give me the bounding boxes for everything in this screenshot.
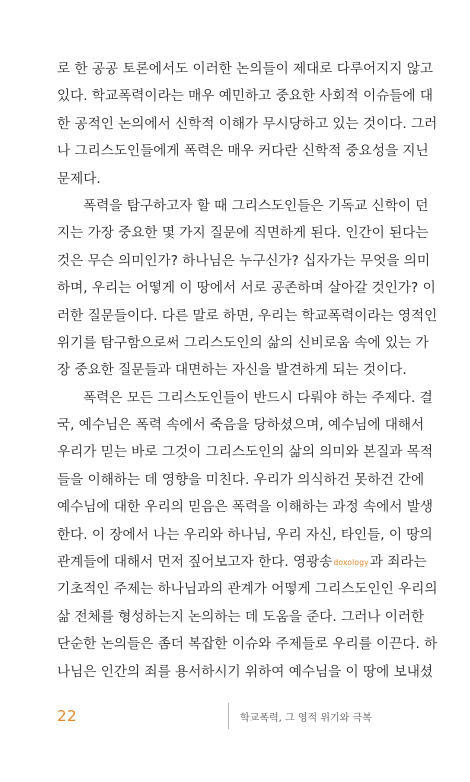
paragraph-2 (57, 193, 438, 385)
text-line: 지는 가장 중요한 몇 가지 질문에 직면하게 된다. 인간이 된다는 (57, 225, 429, 242)
text-line: 폭력을 탐구하고자 할 때 그리스도인들은 기독교 신학이 던 (83, 197, 429, 214)
body-text (57, 56, 438, 686)
text-line: 문제다. (57, 170, 101, 187)
text-line: 삶 전체를 형성하는지 논의하는 데 도움을 준다. 그러나 이러한 (57, 608, 425, 625)
page-footer (0, 703, 470, 743)
text-line: 있다. 학교폭력이라는 매우 예민하고 중요한 사회적 이슈들에 대 (57, 88, 433, 105)
footer-divider (228, 703, 229, 729)
text-line: 국, 예수님은 폭력 속에서 죽음을 당하셨으며, 예수님에 대해서 (57, 417, 425, 434)
text-line: 나님은 인간의 죄를 용서하시기 위하여 예수님을 이 땅에 보내셨 (57, 663, 433, 680)
text-line: 예수님에 대한 우리의 믿음은 폭력을 이해하는 과정 속에서 발생 (57, 499, 433, 516)
text-line: 한다. 이 장에서 나는 우리와 하나님, 우리 자신, 타인들, 이 땅의 (57, 526, 433, 543)
text-line: 나 그리스도인들에게 폭력은 매우 커다란 신학적 중요성을 지닌 (57, 143, 429, 160)
text-line: 기초적인 주제는 하나님과의 관계가 어떻게 그리스도인인 우리의 (57, 581, 438, 598)
doxology-gloss: doxology (333, 558, 369, 568)
text-line: 우리가 믿는 바로 그것이 그리스도인의 삶의 의미와 본질과 목적 (57, 444, 433, 461)
text-line: 위기를 탐구함으로써 그리스도인의 삶의 신비로움 속에 있는 가 (57, 334, 429, 351)
text-line: 들을 이해하는 데 영향을 미친다. 우리가 의식하건 못하건 간에 (57, 471, 425, 488)
page-number: 22 (57, 707, 78, 725)
text-line-with-gloss (57, 549, 427, 576)
text-line: 하며, 우리는 어떻게 이 땅에서 서로 공존하며 살아갈 것인가? 이 (57, 280, 436, 297)
text-line: 장 중요한 질문들과 대면하는 자신을 발견하게 되는 것이다. (57, 362, 407, 379)
text-line: 단순한 논의들은 좀더 복잡한 이슈와 주제들로 우리를 이끈다. 하 (57, 636, 438, 653)
text-line: 러한 질문들이다. 다른 말로 하면, 우리는 학교폭력이라는 영적인 (57, 307, 438, 324)
line-text-after-gloss: 과 죄라는 (369, 554, 427, 571)
text-line: 폭력은 모든 그리스도인들이 반드시 다뤄야 하는 주제다. 결 (83, 389, 433, 406)
paragraph-3 (57, 385, 438, 686)
running-title: 학교폭력, 그 영적 위기와 극복 (240, 713, 372, 724)
line-text-before-gloss: 관계들에 대해서 먼저 짚어보고자 한다. 영광송 (57, 554, 333, 571)
text-line: 것은 무슨 의미인가? 하나님은 누구신가? 십자가는 무엇을 의미 (57, 252, 430, 269)
paragraph-1 (57, 56, 438, 193)
text-line: 로 한 공공 토론에서도 이러한 논의들이 제대로 다루어지지 않고 (57, 61, 433, 77)
text-line: 한 공적인 논의에서 신학적 이해가 무시당하고 있는 것이다. 그러 (57, 115, 438, 132)
